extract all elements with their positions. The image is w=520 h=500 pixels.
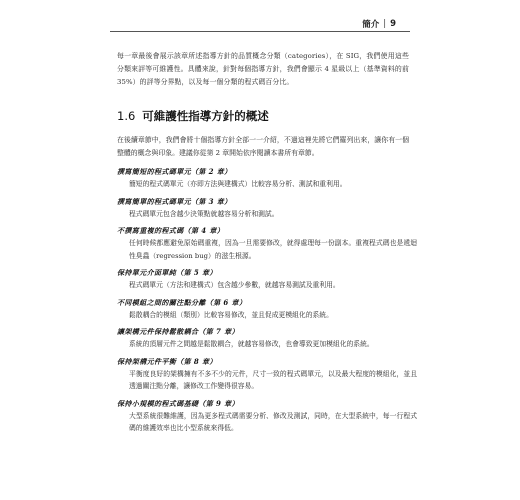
guideline-item [117,225,417,262]
page-number: 9 [390,19,396,29]
section-number: 1.6 [117,109,136,123]
guideline-title: 保持單元介面單純（第 5 章） [117,268,217,278]
section-title: 可維護性指導方針的概述 [142,109,269,123]
guideline-list [117,166,417,440]
guideline-title: 不撰寫重複的程式碼（第 4 章） [117,226,225,236]
chapter-title: 簡介 [362,20,380,30]
guideline-title: 撰寫簡單的程式碼單元（第 3 章） [117,196,232,206]
header-rule [110,31,410,32]
header-separator: | [383,19,387,29]
guideline-title: 保持架構元件平衡（第 8 章） [117,356,217,366]
guideline-item [117,398,417,435]
guideline-title: 讓架構元件保持鬆散耦合（第 7 章） [117,327,239,337]
guideline-description: 簡短的程式碼單元（亦即方法與建構式）比較容易分析、測試和重利用。 [129,180,347,188]
guideline-title: 不同模組之間的關注點分離（第 6 章） [117,297,247,307]
guideline-description: 程式碼單元包含越少決策點就越容易分析和測試。 [129,209,279,218]
guideline-description: 鬆散耦合的模組（類別）比較容易修改，並且促成更模組化的系統。 [129,310,333,319]
guideline-description: 平衡度良好的架構擁有不多不少的元件，尺寸一致的程式碼單元，以及最大程度的模組化，並且透過關注點分離，讓修改工作變得很容易。 [129,369,417,391]
guideline-description: 系統的頂層元件之間越是鬆散耦合，就越容易修改，也會導致更加模組化的系統。 [129,340,374,349]
section-intro-paragraph: 在後續章節中，我們會將十個指導方針全部一一介紹，不過這裡先將它們羅列出來，讓你有一個整體的概念與印象。建議你從第 2 章開始依序閱讀本書所有章節。 [117,136,409,158]
guideline-title: 撰寫簡短的程式碼單元（第 2 章） [117,167,232,176]
guideline-description: 程式碼單元（方法和建構式）包含越少參數，就越容易測試及重利用。 [129,281,340,290]
guideline-item [117,196,417,220]
guideline-item [117,166,417,190]
running-header [362,18,396,30]
guideline-item [117,326,417,350]
guideline-item [117,267,417,291]
guideline-item [117,356,417,393]
section-heading [117,108,269,124]
guideline-description: 任何時候都應避免原始碼重複，因為一旦需要修改，就得處理每一份副本。重複程式碼也是遞迴性臭蟲（regression bug）的滋生根源。 [129,239,417,260]
guideline-description: 大型系統很難維護，因為更多程式碼需要分析、修改及測試，同時，在大型系統中，每一行程式碼的維護效率也比小型系統來得低。 [129,411,417,433]
guideline-title: 保持小規模的程式碼基礎（第 9 章） [117,398,239,408]
intro-paragraph: 每一章最後會展示該章所述指導方針的品質概念分類（categories），在 SIG，我們使用這些分類來評等可維護性。具體來說，針對每個指導方針，我們會顯示 4 星級以上（基準資料的前 35%）的評等分界點，以及每一個分類的程式碼百分比。 [117,52,409,87]
guideline-item [117,297,417,321]
